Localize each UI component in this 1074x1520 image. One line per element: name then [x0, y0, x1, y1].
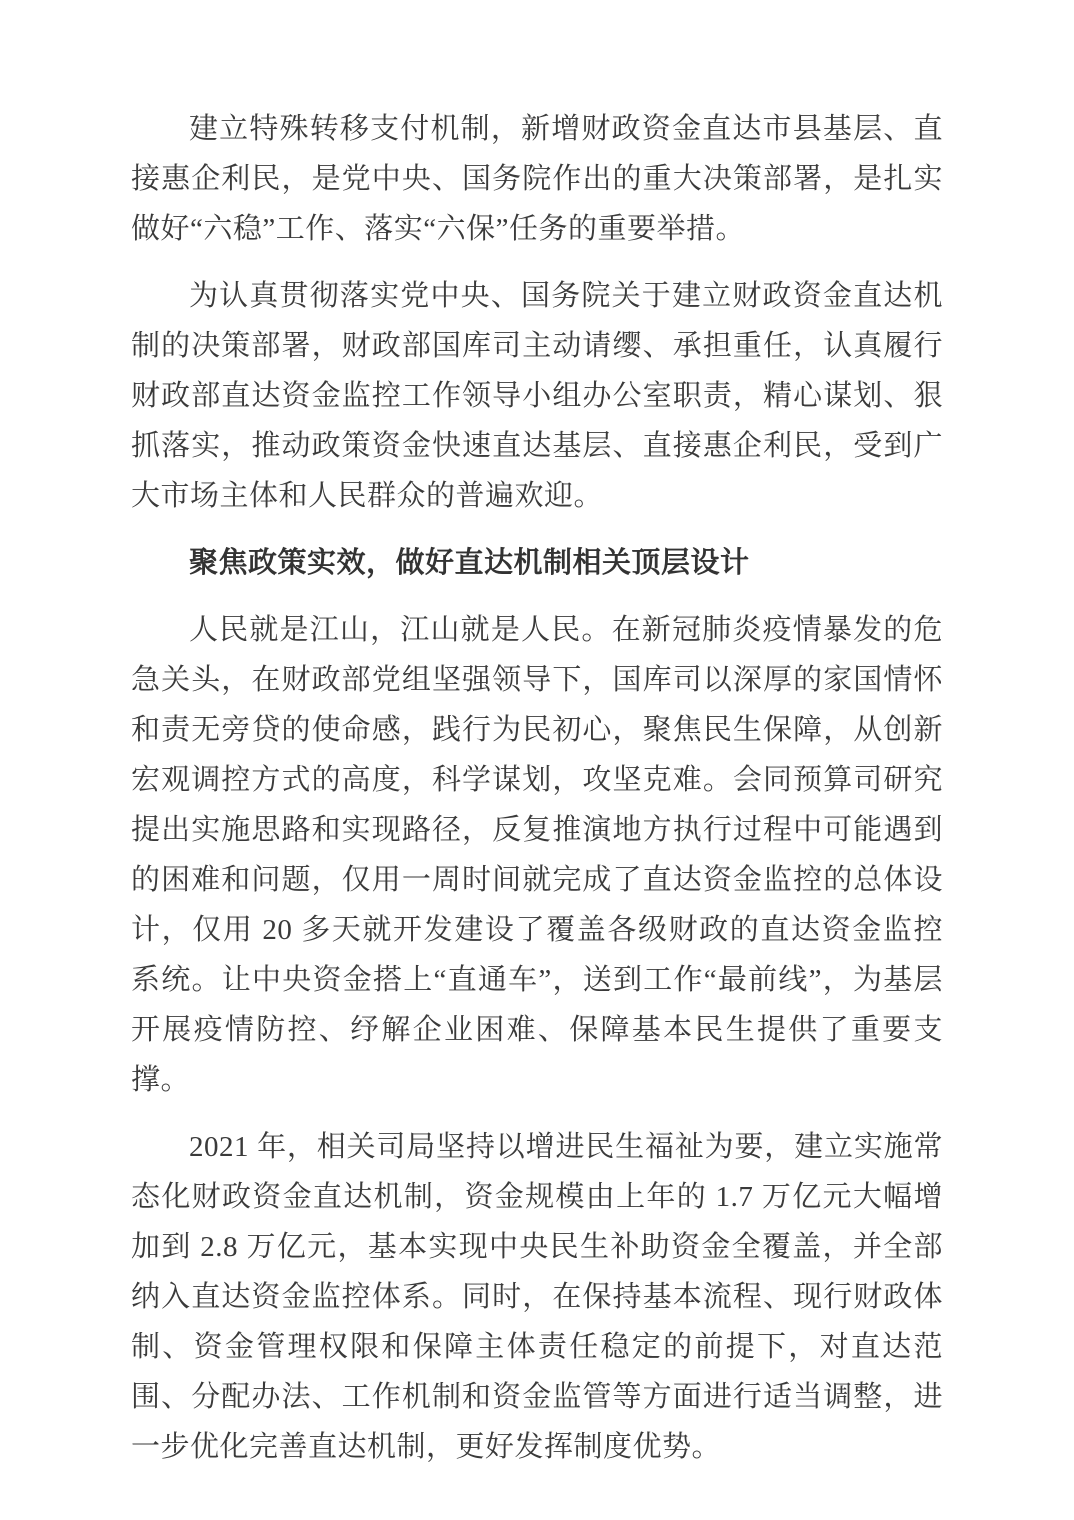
paragraph-2021-normalization: 2021 年，相关司局坚持以增进民生福祉为要，建立实施常态化财政资金直达机制，资金规模由上年的 1.7 万亿元大幅增加到 2.8 万亿元，基本实现中央民生补助资金全覆盖，并全部纳入直达资金监控体系。同时，在保持基本流程、现行财政体制、资金管理权限和保障主体责任稳定的前提下，对直达范围、分配办法、工作机制和资金监管等方面进行适当调整，进一步优化完善直达机制，更好发挥制度优势。: [131, 1131, 943, 1463]
paragraph-pandemic-response: 人民就是江山，江山就是人民。在新冠肺炎疫情暴发的危急关头，在财政部党组坚强领导下，国库司以深厚的家国情怀和责无旁贷的使命感，践行为民初心，聚焦民生保障，从创新宏观调控方式的高度，科学谋划，攻坚克难。会同预算司研究提出实施思路和实现路径，反复推演地方执行过程中可能遇到的困难和问题，仅用一周时间就完成了直达资金监控的总体设计，仅用 20 多天就开发建设了覆盖各级财政的直达资金监控系统。让中央资金搭上“直通车”，送到工作“最前线”，为基层开展疫情防控、纾解企业困难、保障基本民生提供了重要支撑。: [131, 614, 943, 1096]
section-heading-top-level-design: 聚焦政策实效，做好直达机制相关顶层设计: [189, 547, 750, 579]
paragraph-treasury-implementation: 为认真贯彻落实党中央、国务院关于建立财政资金直达机制的决策部署，财政部国库司主动请缨、承担重任，认真履行财政部直达资金监控工作领导小组办公室职责，精心谋划、狠抓落实，推动政策资金快速直达基层、直接惠企利民，受到广大市场主体和人民群众的普遍欢迎。: [131, 280, 943, 512]
paragraph-intro-mechanism: 建立特殊转移支付机制，新增财政资金直达市县基层、直接惠企利民，是党中央、国务院作出的重大决策部署，是扎实做好“六稳”工作、落实“六保”任务的重要举措。: [131, 113, 943, 245]
